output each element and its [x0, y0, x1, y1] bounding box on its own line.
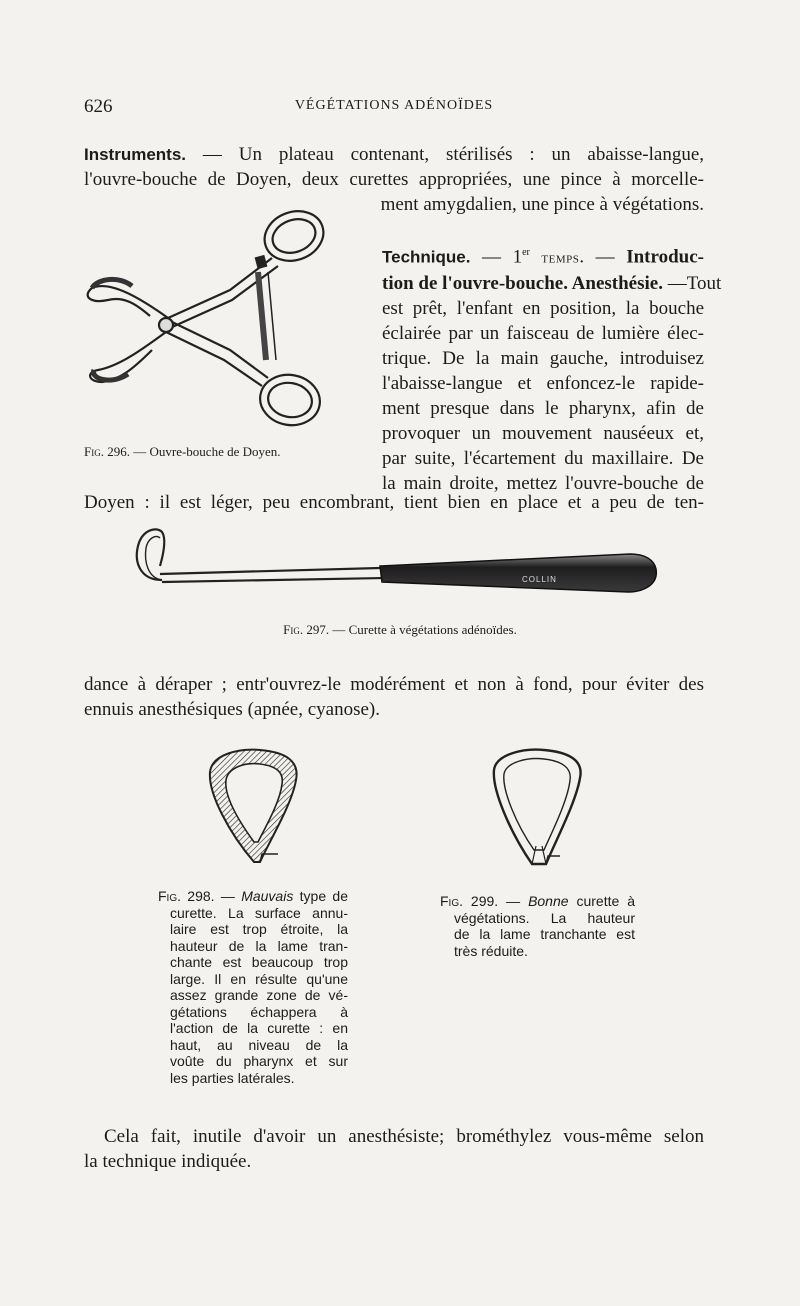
- fig-298-line: curette. La surface annu-: [170, 904, 348, 921]
- instruments-line-1: Instruments. — Un plateau contenant, stérilisés : un abaisse-langue,: [84, 144, 704, 165]
- fig-298-line: les parties latérales.: [170, 1069, 295, 1086]
- fig-298-line: haut, au niveau de la: [170, 1036, 348, 1053]
- instruments-line-3-block: [362, 192, 704, 217]
- technique-line-2: tion de l'ouvre-bouche. Anesthésie. —Tout: [382, 273, 722, 295]
- fig-299-line: de la lame tranchante est: [454, 926, 635, 942]
- technique-full-line-block: [84, 490, 704, 515]
- curette-engraving: COLLIN: [522, 575, 557, 584]
- fig-298-line: gétations échappera à: [170, 1003, 348, 1020]
- fig-298-line: hauteur de la lame tran-: [170, 937, 348, 954]
- technique-line: trique. De la main gauche, introduisez: [382, 348, 704, 370]
- instruments-heading: Instruments.: [84, 145, 187, 164]
- page-number: 626: [84, 96, 113, 117]
- continuation-line-2: ennuis anesthésiques (apnée, cyanose).: [84, 699, 380, 720]
- fig-299-caption: [440, 893, 635, 959]
- technique-line-1: Technique. — 1er temps. — Introduc-: [382, 246, 704, 268]
- continuation-paragraph: [84, 672, 704, 722]
- running-header: [84, 96, 704, 120]
- technique-line: ment presque dans le pharynx, afin de: [382, 398, 704, 420]
- instruments-paragraph: [84, 142, 704, 192]
- fig-298-line-1: Fig. 298. — Mauvais type de: [158, 888, 348, 904]
- good-curette-illustration: [484, 744, 594, 870]
- fig-296-label: Fig. 296.: [84, 444, 130, 459]
- curette-illustration: [130, 522, 660, 612]
- fig-299-line: très réduite.: [454, 942, 528, 959]
- fig-298-line: l'action de la curette : en: [170, 1020, 348, 1036]
- fig-298-caption: [158, 888, 348, 1086]
- bad-curette-illustration: [200, 744, 310, 868]
- fig-299-label: Fig. 299.: [440, 893, 499, 909]
- fig-298-line: voûte du pharynx et sur: [170, 1053, 348, 1069]
- fig-298-line: large. Il en résulte qu'une: [170, 970, 348, 987]
- running-title: VÉGÉTATIONS ADÉNOÏDES: [294, 98, 494, 113]
- fig-298-line: laire est trop étroite, la: [170, 921, 348, 937]
- fig-298-label: Fig. 298.: [158, 888, 215, 904]
- technique-line: l'abaisse-langue et enfoncez-le rapide-: [382, 373, 704, 395]
- continuation-line-1: dance à déraper ; entr'ouvrez-le modérément et non à fond, pour éviter des: [84, 674, 704, 695]
- fig-297-caption: [0, 622, 800, 638]
- fig-296-text: — Ouvre-bouche de Doyen.: [133, 444, 281, 459]
- fig-298-line: assez grande zone de vé-: [170, 987, 348, 1003]
- fig-299-line-1: Fig. 299. — Bonne curette à: [440, 893, 635, 909]
- fig-296-caption: [84, 444, 354, 460]
- mouth-gag-illustration: [80, 200, 350, 440]
- technique-line: par suite, l'écartement du maxillaire. De: [382, 448, 704, 470]
- closing-line-1: Cela fait, inutile d'avoir un anesthésiste; brométhylez vous-même selon: [104, 1126, 704, 1147]
- technique-line: provoquer un mouvement nauséeux et,: [382, 423, 704, 445]
- fig-297-text: — Curette à végétations adénoïdes.: [332, 622, 517, 637]
- technique-line: la main droite, mettez l'ouvre-bouche de: [382, 473, 704, 495]
- technique-paragraph: [382, 240, 722, 496]
- closing-line-2: la technique indiquée.: [84, 1151, 252, 1172]
- technique-heading: Technique.: [382, 247, 471, 267]
- fig-297-label: Fig. 297.: [283, 622, 330, 637]
- fig-299-emphasis: Bonne: [528, 893, 569, 909]
- instruments-line-2: l'ouvre-bouche de Doyen, deux curettes appropriées, une pince à morcelle-: [84, 169, 704, 190]
- technique-full-line: Doyen : il est léger, peu encombrant, tient bien en place et a peu de ten-: [84, 492, 704, 513]
- instruments-line-3: ment amygdalien, une pince à végétations.: [380, 194, 704, 215]
- technique-line: est prêt, l'enfant en position, la bouche: [382, 298, 704, 320]
- technique-line: éclairée par un faisceau de lumière élec-: [382, 323, 704, 345]
- fig-298-line: chante est beaucoup trop: [170, 954, 348, 970]
- fig-298-emphasis: Mauvais: [241, 888, 294, 904]
- closing-paragraph: [84, 1124, 704, 1174]
- fig-299-line: végétations. La hauteur: [454, 909, 635, 926]
